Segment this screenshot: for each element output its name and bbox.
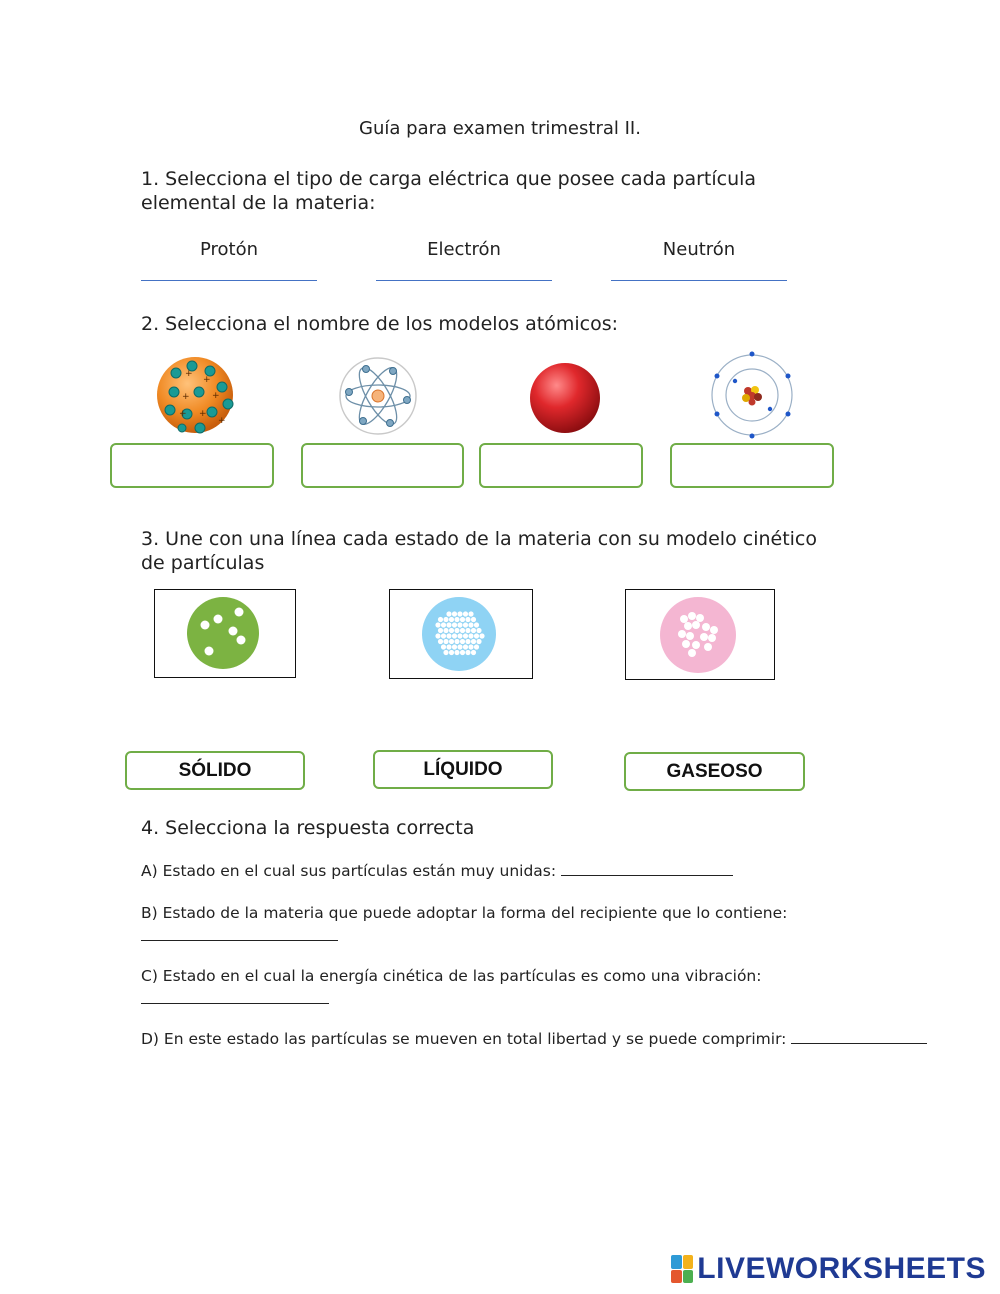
svg-text:+: + — [218, 416, 226, 426]
solid-particle — [474, 622, 479, 627]
answer-blank-a[interactable] — [561, 861, 733, 876]
svg-text:+: + — [199, 409, 207, 419]
solid-particle — [471, 639, 476, 644]
solid-particle — [435, 633, 440, 638]
liveworksheets-logo-icon — [671, 1255, 693, 1283]
solid-particle — [449, 628, 454, 633]
solid-particle — [441, 644, 446, 649]
liveworksheets-logo — [671, 1252, 986, 1286]
state-label-liquid[interactable] — [373, 750, 553, 789]
solid-particle — [443, 628, 448, 633]
item-b-text: B) Estado de la materia que puede adoptar la forma del recipiente que lo contiene: — [141, 904, 788, 922]
solid-particle — [471, 650, 476, 655]
question-4-item-c — [141, 966, 961, 986]
thomson-model-icon — [152, 354, 238, 436]
solid-particle — [452, 622, 457, 627]
state-label-gas[interactable] — [624, 752, 805, 791]
solid-particle — [465, 628, 470, 633]
solid-particle — [457, 622, 462, 627]
solid-particle — [449, 639, 454, 644]
solid-particle — [454, 628, 459, 633]
solid-particle — [474, 644, 479, 649]
svg-text:+: + — [182, 392, 190, 402]
question-2-text: 2. Selecciona el nombre de los modelos atómicos: — [141, 313, 619, 335]
state-label-liquid-text: LÍQUIDO — [423, 758, 503, 780]
kinetic-model-frame-2[interactable] — [389, 589, 533, 679]
particle-label-neutron: Neutrón — [662, 239, 736, 260]
solid-particle — [449, 650, 454, 655]
solid-particle — [479, 633, 484, 638]
question-4-item-d — [141, 1029, 981, 1049]
bohr-model-icon — [708, 350, 796, 440]
solid-particle — [452, 633, 457, 638]
solid-particle — [443, 639, 448, 644]
solid-particle — [474, 633, 479, 638]
solid-particle — [468, 633, 473, 638]
state-label-solid-text: SÓLIDO — [178, 759, 252, 781]
solid-particle — [438, 628, 443, 633]
dalton-model-icon — [528, 360, 602, 436]
solid-particle — [468, 644, 473, 649]
kinetic-model-frame-3[interactable] — [625, 589, 775, 680]
answer-field-proton[interactable] — [141, 280, 317, 281]
solid-particle — [471, 628, 476, 633]
solid-particle — [463, 633, 468, 638]
solid-particle — [476, 639, 481, 644]
particle-label-electron: Electrón — [427, 239, 501, 260]
solid-particle — [457, 633, 462, 638]
solid-particle — [460, 617, 465, 622]
solid-particle — [454, 617, 459, 622]
solid-particle — [468, 622, 473, 627]
svg-text:+: + — [203, 375, 211, 385]
solid-particle — [438, 617, 443, 622]
item-d-text: D) En este estado las partículas se mueven en total libertad y se puede comprimir: — [141, 1030, 787, 1048]
solid-particle — [454, 650, 459, 655]
solid-particle — [465, 650, 470, 655]
solid-particle — [435, 622, 440, 627]
solid-particle — [476, 628, 481, 633]
solid-particle — [449, 617, 454, 622]
solid-particle — [452, 611, 457, 616]
page-title: Guía para examen trimestral II. — [359, 118, 641, 139]
solid-particle — [446, 633, 451, 638]
solid-particle — [457, 644, 462, 649]
answer-blank-b[interactable] — [141, 927, 338, 941]
solid-particle — [446, 611, 451, 616]
model-answer-box-4[interactable] — [670, 443, 834, 488]
solid-particle — [463, 611, 468, 616]
answer-blank-d[interactable] — [791, 1029, 927, 1044]
kinetic-model-gas-icon — [155, 590, 295, 677]
solid-particle — [468, 611, 473, 616]
solid-particle — [460, 628, 465, 633]
solid-particle — [452, 644, 457, 649]
solid-particle — [438, 639, 443, 644]
question-4-text: 4. Selecciona la respuesta correcta — [141, 817, 475, 839]
solid-particle — [463, 644, 468, 649]
rutherford-model-icon — [338, 356, 418, 436]
solid-particle — [443, 650, 448, 655]
solid-particle — [457, 611, 462, 616]
kinetic-model-frame-1[interactable] — [154, 589, 296, 678]
item-c-text: C) Estado en el cual la energía cinética de las partículas es como una vibración: — [141, 967, 762, 985]
solid-particle — [465, 617, 470, 622]
model-answer-box-1[interactable] — [110, 443, 274, 488]
answer-field-neutron[interactable] — [611, 280, 787, 281]
solid-particle — [454, 639, 459, 644]
solid-particle — [460, 650, 465, 655]
answer-field-electron[interactable] — [376, 280, 552, 281]
brand-name: LIVEWORKSHEETS — [697, 1252, 986, 1285]
state-label-solid[interactable] — [125, 751, 305, 790]
particle-label-proton: Protón — [199, 239, 259, 260]
solid-particle — [441, 633, 446, 638]
state-label-gas-text: GASEOSO — [666, 760, 763, 782]
kinetic-model-solid-icon — [390, 590, 532, 678]
model-answer-box-2[interactable] — [301, 443, 464, 488]
svg-text:+: + — [179, 409, 187, 419]
kinetic-model-liquid-icon — [626, 590, 774, 679]
solid-particle — [463, 622, 468, 627]
svg-text:+: + — [212, 391, 220, 401]
solid-particle — [460, 639, 465, 644]
question-1-text: 1. Selecciona el tipo de carga eléctrica que posee cada partícula elemental de la materia: — [141, 168, 757, 214]
item-a-text: A) Estado en el cual sus partículas están muy unidas: — [141, 862, 557, 880]
solid-particle — [446, 622, 451, 627]
question-4-item-a — [141, 861, 961, 881]
model-answer-box-3[interactable] — [479, 443, 643, 488]
svg-text:+: + — [185, 369, 193, 379]
question-4-item-b — [141, 903, 961, 923]
solid-particle — [446, 644, 451, 649]
solid-particle — [471, 617, 476, 622]
solid-particle — [443, 617, 448, 622]
question-3-text: 3. Une con una línea cada estado de la materia con su modelo cinético de partículas — [141, 528, 818, 574]
answer-blank-c[interactable] — [141, 990, 329, 1004]
solid-particle — [465, 639, 470, 644]
solid-particle — [441, 622, 446, 627]
